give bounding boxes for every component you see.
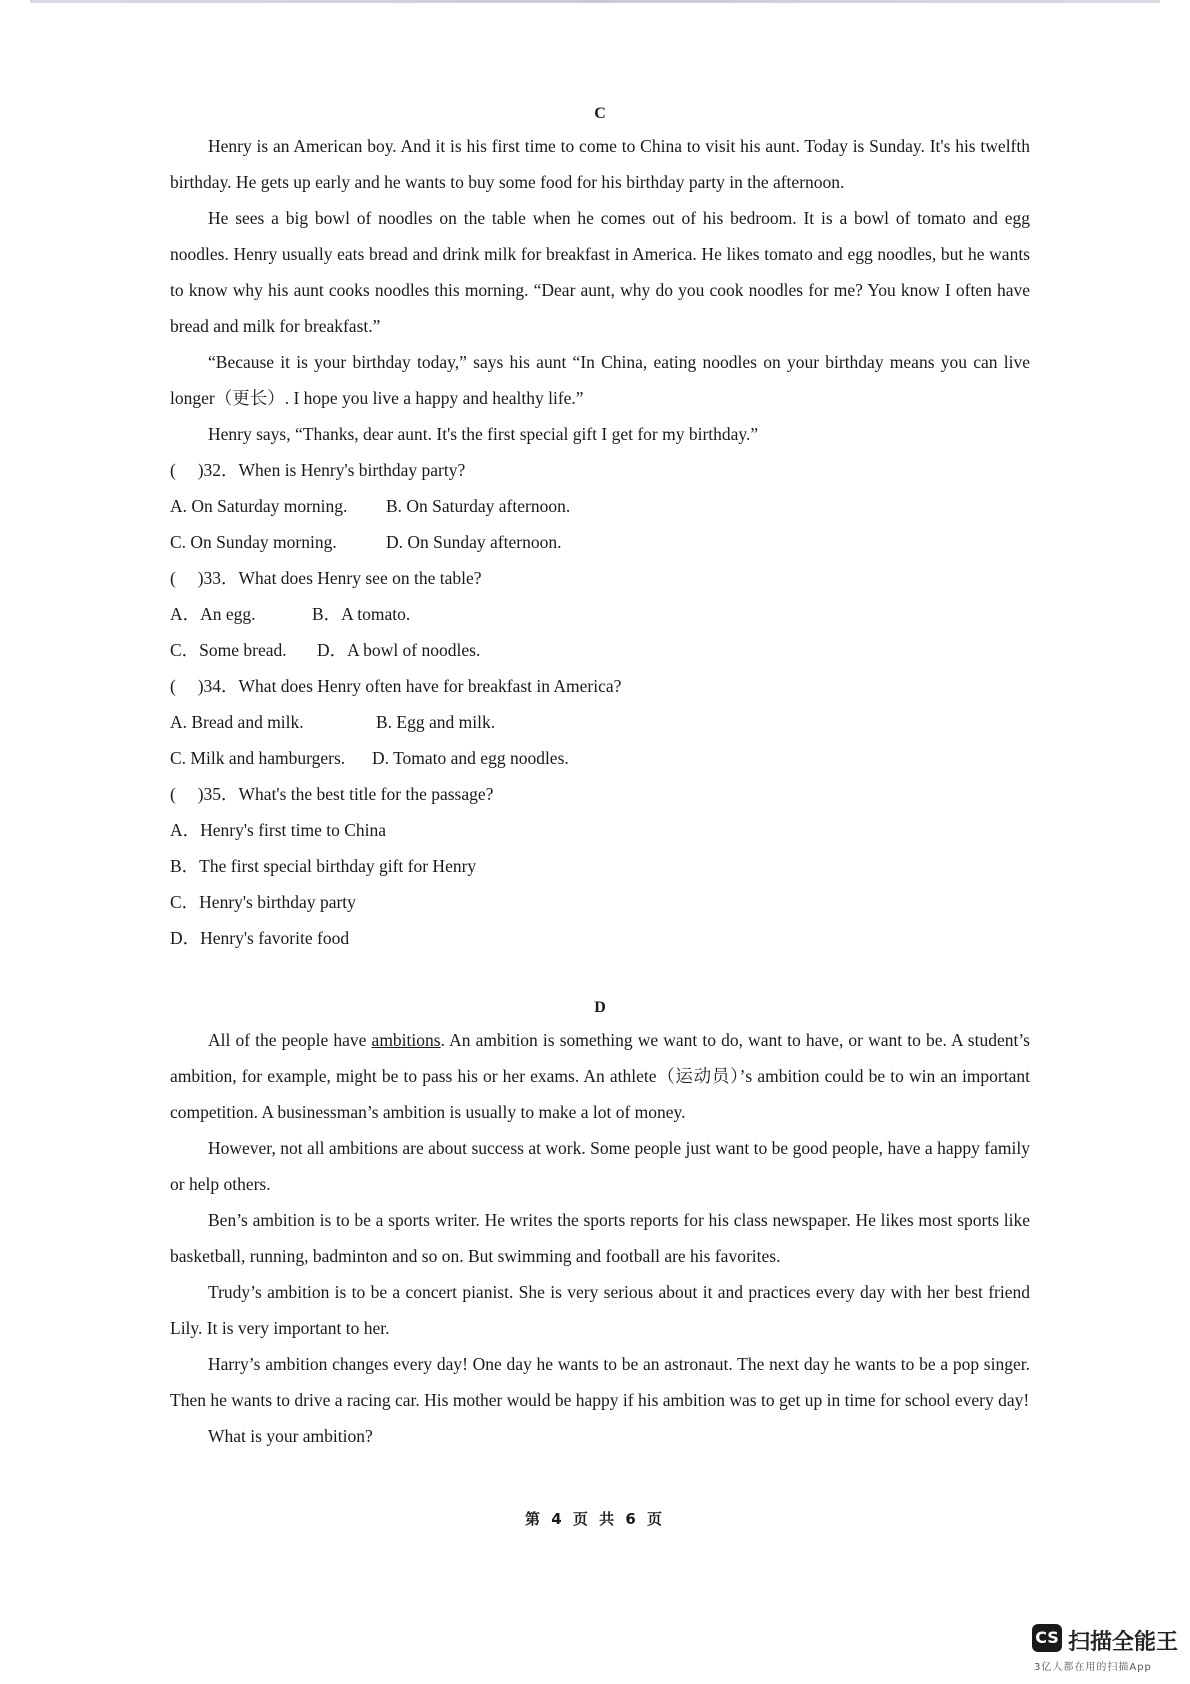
section-c-paragraph: Henry says, “Thanks, dear aunt. It's the first special gift I get for my birthday.”: [208, 424, 759, 444]
question-34-stem: ( )34．What does Henry often have for breakfast in America?: [170, 676, 622, 696]
option: A．Henry's first time to China: [170, 820, 387, 840]
section-d-paragraph: Trudy’s ambition is to be a concert pianist. She is very serious about it and practices every day with her best friend Lily. It is very important to her.: [170, 1282, 1030, 1338]
option: B. Egg and milk.: [376, 712, 496, 732]
option: B. On Saturday afternoon.: [386, 496, 571, 516]
scanner-watermark: [1032, 1624, 1180, 1674]
question-33-options-row: [170, 632, 1030, 668]
option: C．Some bread.: [170, 640, 287, 660]
section-c-paragraph: Henry is an American boy. And it is his first time to come to China to visit his aunt. Today is Sunday. It's his twelfth birthday. He gets up early and he wants to buy some food for his birthday party in the afternoon.: [170, 136, 1030, 192]
text-run: All of the people have: [208, 1030, 372, 1050]
section-c-title: C: [594, 105, 606, 122]
question-34-options-row: [170, 704, 1030, 740]
watermark-tagline: 3亿人都在用的扫描App: [1034, 1662, 1152, 1673]
camscanner-logo-icon: CS: [1032, 1624, 1062, 1652]
question-35-stem: ( )35．What's the best title for the passage?: [170, 784, 494, 804]
option: D．Henry's favorite food: [170, 928, 350, 948]
option: B．The first special birthday gift for Henry: [170, 856, 477, 876]
scan-top-edge: [30, 0, 1160, 3]
section-spacer: [170, 956, 1030, 994]
option: D. On Sunday afternoon.: [386, 532, 562, 552]
question-32-stem: ( )32．When is Henry's birthday party?: [170, 460, 466, 480]
question-34-options-row: [170, 740, 1030, 776]
option: A．An egg.: [170, 604, 256, 624]
document-body: [170, 100, 1030, 1454]
option: D．A bowl of noodles.: [317, 640, 481, 660]
section-c-paragraph: He sees a big bowl of noodles on the table when he comes out of his bedroom. It is a bowl of tomato and egg noodles. Henry usually eats bread and drink milk for breakfast in America. He likes tomato and egg noodles, but he wants to know why his aunt cooks noodles this morning. “Dear aunt, why do you cook noodles for me? You know I often have bread and milk for breakfast.”: [170, 208, 1030, 336]
question-33-options-row: [170, 596, 1030, 632]
text-run: . An ambition is something we want to do, want to have, or want to be. A student’s ambition, for example, might be to pass his or her exams. An athlete（运动员）’s ambition could be to win an important competition. A businessman’s ambition is usually to make a lot of money.: [170, 1030, 1030, 1122]
option: C. Milk and hamburgers.: [170, 748, 346, 768]
section-c-paragraph: “Because it is your birthday today,” says his aunt “In China, eating noodles on your birthday means you can live longer（更长）. I hope you live a happy and healthy life.”: [170, 352, 1030, 408]
option: D. Tomato and egg noodles.: [372, 748, 569, 768]
question-32-options-row: [170, 488, 1030, 524]
section-d-paragraph: Harry’s ambition changes every day! One day he wants to be an astronaut. The next day he wants to be a pop singer. Then he wants to drive a racing car. His mother would be happy if his ambition was to get up in time for school every day!: [170, 1354, 1030, 1410]
option: B．A tomato.: [312, 604, 411, 624]
section-d-paragraph: [170, 1022, 1030, 1130]
section-d-title: D: [594, 999, 606, 1016]
option: C. On Sunday morning.: [170, 532, 337, 552]
option: C．Henry's birthday party: [170, 892, 356, 912]
page-footer: 第 4 页 共 6 页: [525, 1510, 665, 1528]
watermark-app-name: 扫描全能王: [1068, 1630, 1179, 1655]
option: A. On Saturday morning.: [170, 496, 348, 516]
section-d-paragraph: What is your ambition?: [208, 1426, 373, 1446]
underlined-word: ambitions: [371, 1030, 441, 1050]
section-d-paragraph: However, not all ambitions are about success at work. Some people just want to be good people, have a happy family or help others.: [170, 1138, 1030, 1194]
question-33-stem: ( )33．What does Henry see on the table?: [170, 568, 482, 588]
section-d-paragraph: Ben’s ambition is to be a sports writer. He writes the sports reports for his class newspaper. He likes most sports like basketball, running, badminton and so on. But swimming and football are his favorites.: [170, 1210, 1030, 1266]
option: A. Bread and milk.: [170, 712, 304, 732]
question-32-options-row: [170, 524, 1030, 560]
